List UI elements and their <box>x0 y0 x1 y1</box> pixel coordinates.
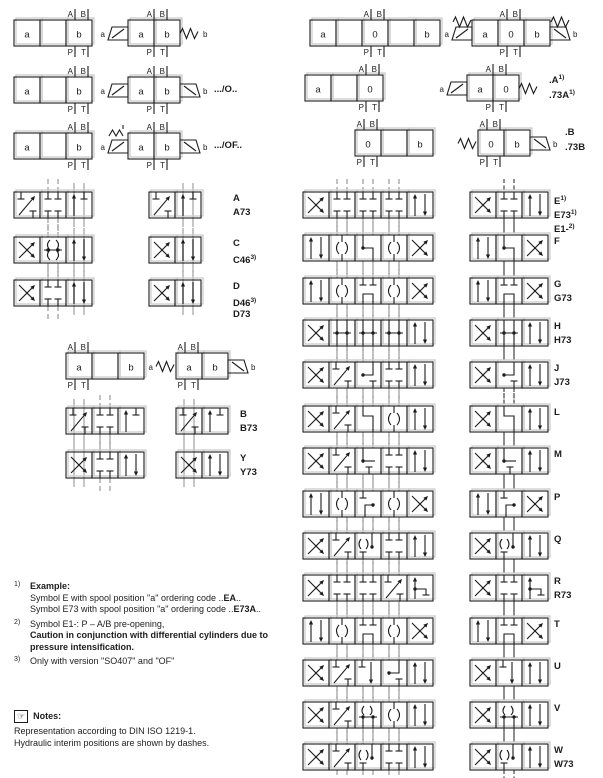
footnote-number: 2) <box>14 618 21 626</box>
svg-text:B: B <box>159 10 165 19</box>
svg-text:P: P <box>146 161 152 170</box>
svg-text:B: B <box>80 10 86 19</box>
svg-text:a: a <box>320 29 326 41</box>
svg-text:A: A <box>146 10 152 19</box>
footnote-number: 1) <box>14 581 21 588</box>
spool-code-label: D73 <box>233 309 251 320</box>
svg-text:a: a <box>100 30 105 39</box>
spool-code-label: D <box>233 281 240 292</box>
svg-text:a: a <box>148 363 153 372</box>
svg-text:b: b <box>424 29 430 41</box>
footnotes-block <box>14 581 306 671</box>
spool-code-label: V <box>554 703 561 714</box>
svg-text:T: T <box>81 48 86 57</box>
svg-text:b: b <box>251 363 256 372</box>
notes-title: Notes: <box>33 711 62 721</box>
svg-text:0: 0 <box>365 139 371 151</box>
svg-text:P: P <box>358 103 364 112</box>
svg-text:b: b <box>514 139 520 151</box>
svg-text:B: B <box>498 65 504 74</box>
svg-text:P: P <box>67 381 73 390</box>
spool-code-label: M <box>554 449 562 460</box>
spool-code-label: J73 <box>554 377 570 388</box>
svg-text:T: T <box>370 158 375 167</box>
spool-code-label: Y73 <box>240 467 257 478</box>
svg-text:a: a <box>138 86 144 98</box>
svg-text:P: P <box>479 158 485 167</box>
ordering-code-label: .73B <box>565 142 586 153</box>
ordering-code-label: $.A^{1)}$ <box>549 74 565 87</box>
svg-text:T: T <box>81 381 86 390</box>
svg-text:a: a <box>76 362 82 374</box>
svg-text:P: P <box>67 48 73 57</box>
spool-code-label: E73$^{1)}$ <box>554 209 577 222</box>
svg-text:A: A <box>499 10 505 19</box>
svg-text:A: A <box>356 120 362 129</box>
spool-code-label: A <box>233 193 240 204</box>
svg-text:a: a <box>24 29 30 41</box>
svg-text:T: T <box>493 158 498 167</box>
svg-text:b: b <box>534 29 540 41</box>
svg-text:P: P <box>363 48 369 57</box>
svg-text:T: T <box>191 381 196 390</box>
svg-text:0: 0 <box>503 84 509 96</box>
svg-text:a: a <box>24 142 30 154</box>
svg-text:b: b <box>76 29 82 41</box>
svg-text:b: b <box>553 140 558 149</box>
spool-code-label: R73 <box>554 590 572 601</box>
svg-text:B: B <box>371 65 377 74</box>
svg-text:B: B <box>190 343 196 352</box>
spool-code-label: J <box>554 363 560 374</box>
svg-text:A: A <box>146 123 152 132</box>
svg-text:a: a <box>439 85 444 94</box>
footnote-3 <box>14 656 306 668</box>
svg-text:B: B <box>80 67 86 76</box>
svg-text:T: T <box>499 103 504 112</box>
svg-text:P: P <box>177 381 183 390</box>
spool-code-label: T <box>554 619 560 630</box>
svg-text:b: b <box>417 139 423 151</box>
svg-text:a: a <box>138 29 144 41</box>
svg-text:A: A <box>146 67 152 76</box>
svg-text:b: b <box>164 29 170 41</box>
svg-text:B: B <box>159 123 165 132</box>
svg-text:0: 0 <box>508 29 514 41</box>
svg-text:B: B <box>376 10 382 19</box>
svg-text:A: A <box>177 343 183 352</box>
spool-code-label: G73 <box>554 293 572 304</box>
svg-text:P: P <box>499 48 505 57</box>
spool-code-label: E1-$^{2)}$ <box>554 223 575 236</box>
footnote-line: Symbol E1-: P – A/B pre-opening, <box>30 618 165 629</box>
svg-text:a: a <box>138 142 144 154</box>
ordering-code-label: .B <box>565 127 575 138</box>
spool-code-label: W <box>554 745 563 756</box>
svg-text:a: a <box>477 84 483 96</box>
spool-code-label: A73 <box>233 207 251 218</box>
svg-text:B: B <box>159 67 165 76</box>
footnote-number: 3) <box>14 656 21 663</box>
spool-code-label: L <box>554 407 560 418</box>
spool-code-label: Q <box>554 534 562 545</box>
spool-code-label: U <box>554 661 561 672</box>
svg-text:A: A <box>358 65 364 74</box>
svg-text:T: T <box>160 48 165 57</box>
svg-text:B: B <box>80 123 86 132</box>
svg-text:A: A <box>479 120 485 129</box>
spool-code-label: H <box>554 321 561 332</box>
svg-text:0: 0 <box>488 139 494 151</box>
ordering-code-label: $.73A^{1)}$ <box>549 89 575 102</box>
svg-text:a: a <box>444 30 449 39</box>
svg-text:0: 0 <box>372 29 378 41</box>
svg-text:B: B <box>80 343 86 352</box>
svg-text:A: A <box>485 65 491 74</box>
svg-text:b: b <box>573 30 578 39</box>
notes-line: Hydraulic interim positions are shown by dashes. <box>14 738 210 748</box>
svg-text:A: A <box>363 10 369 19</box>
spool-code-label: P <box>554 492 561 503</box>
svg-text:b: b <box>164 86 170 98</box>
svg-text:T: T <box>160 105 165 114</box>
svg-text:b: b <box>212 362 218 374</box>
svg-text:T: T <box>377 48 382 57</box>
svg-text:a: a <box>315 84 321 96</box>
svg-text:b: b <box>203 30 208 39</box>
spool-code-label: Y <box>240 453 247 464</box>
svg-text:T: T <box>81 161 86 170</box>
svg-text:T: T <box>513 48 518 57</box>
svg-text:b: b <box>203 87 208 96</box>
svg-text:P: P <box>356 158 362 167</box>
svg-text:A: A <box>67 123 73 132</box>
spool-code-label: $E^{1)}$ <box>554 195 567 208</box>
svg-text:a: a <box>482 29 488 41</box>
footnote-line: Symbol E with spool position "a" ordering code ..EA.. <box>30 592 242 603</box>
svg-text:a: a <box>24 86 30 98</box>
svg-text:b: b <box>164 142 170 154</box>
svg-text:A: A <box>67 67 73 76</box>
notes-block <box>14 710 314 749</box>
svg-text:T: T <box>81 105 86 114</box>
svg-text:b: b <box>203 143 208 152</box>
footnote-line: Example: <box>30 581 71 591</box>
svg-text:A: A <box>67 10 73 19</box>
svg-text:P: P <box>67 105 73 114</box>
svg-text:b: b <box>76 142 82 154</box>
svg-text:B: B <box>512 10 518 19</box>
svg-text:a: a <box>100 143 105 152</box>
svg-text:T: T <box>372 103 377 112</box>
footnote-line: pressure intensification. <box>30 641 135 652</box>
spool-code-label: B73 <box>240 423 258 434</box>
footnote-line: Symbol E73 with spool position "a" ordering code ..E73A.. <box>30 604 262 614</box>
notes-line: Representation according to DIN ISO 1219-1. <box>14 726 196 736</box>
notes-header <box>14 710 314 723</box>
svg-text:b: b <box>128 362 134 374</box>
svg-text:P: P <box>146 105 152 114</box>
svg-text:B: B <box>492 120 498 129</box>
spool-code-label: F <box>554 236 560 247</box>
spool-code-label: D46$^{3)}$ <box>233 297 257 310</box>
svg-text:a: a <box>186 362 192 374</box>
spool-code-label: H73 <box>554 335 572 346</box>
spool-code-label: C <box>233 238 240 249</box>
svg-text:T: T <box>160 161 165 170</box>
spool-code-label: R <box>554 576 561 587</box>
spool-code-label: B <box>240 409 247 420</box>
svg-text:P: P <box>67 161 73 170</box>
footnote-line: Caution in conjunction with differential cylinders due to <box>30 630 269 640</box>
spool-code-label: C46$^{3)}$ <box>233 254 257 267</box>
footnote-2 <box>14 619 306 654</box>
svg-text:P: P <box>485 103 491 112</box>
ordering-code-label: .../OF.. <box>214 140 242 151</box>
svg-text:A: A <box>67 343 73 352</box>
footnote-1 <box>14 581 306 616</box>
pointing-hand-icon: ☞ <box>14 710 28 723</box>
svg-text:0: 0 <box>367 84 373 96</box>
svg-text:a: a <box>100 87 105 96</box>
spool-code-label: W73 <box>554 759 574 770</box>
svg-text:P: P <box>146 48 152 57</box>
footnote-line: Only with version "SO407" and "OF" <box>30 656 175 666</box>
spool-code-label: G <box>554 279 562 290</box>
svg-text:b: b <box>76 86 82 98</box>
svg-text:B: B <box>369 120 375 129</box>
ordering-code-label: .../O.. <box>214 84 238 95</box>
